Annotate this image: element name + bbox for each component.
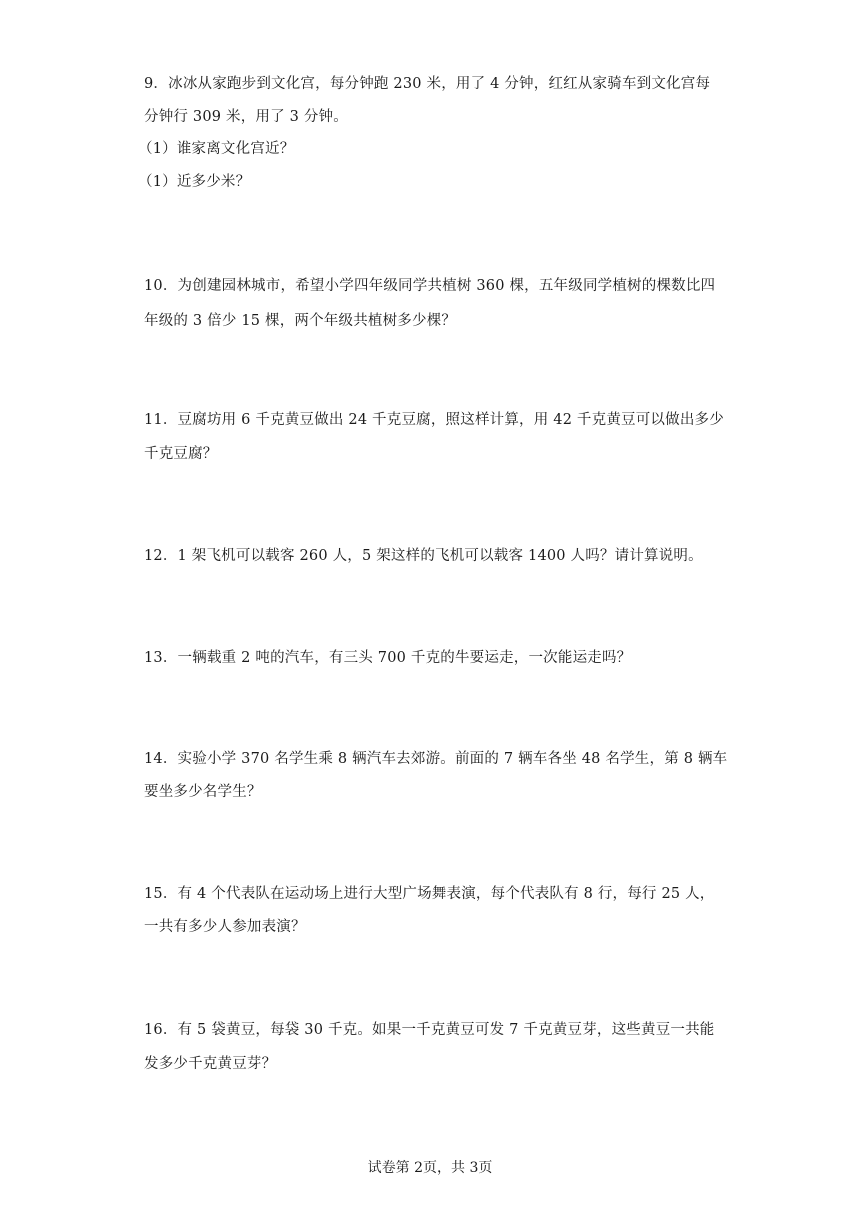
subquestion: （1）谁家离文化宫近？ [138, 141, 295, 157]
question-text-line: 11．豆腐坊用 6 千克黄豆做出 24 千克豆腐，照这样计算，用 42 千克黄豆可以做出多少 [144, 412, 724, 428]
question-text-line: 千克豆腐？ [144, 446, 218, 462]
question-text-line: 14．实验小学 370 名学生乘 8 辆汽车去郊游。前面的 7 辆车各坐 48 名学生，第 8 辆车 [144, 751, 728, 767]
question-text-line: 要坐多少名学生？ [144, 784, 262, 800]
question-text-line: 16．有 5 袋黄豆，每袋 30 千克。如果一千克黄豆可发 7 千克黄豆芽，这些黄豆一共能 [144, 1022, 715, 1038]
subquestion: （1）近多少米？ [138, 174, 251, 190]
question-text-line: 15．有 4 个代表队在运动场上进行大型广场舞表演，每个代表队有 8 行，每行 25 人， [144, 886, 715, 902]
question-text-line: 分钟行 309 米，用了 3 分钟。 [144, 109, 348, 125]
question-text-line: 年级的 3 倍少 15 棵，两个年级共植树多少棵？ [144, 313, 457, 329]
page-footer: 试卷第 2页，共 3页 [367, 1160, 493, 1176]
question-text-line: 一共有多少人参加表演？ [144, 919, 306, 935]
question-text-line: 13．一辆载重 2 吨的汽车，有三头 700 千克的牛要运走，一次能运走吗？ [144, 650, 632, 666]
question-text-line: 发多少千克黄豆芽？ [144, 1056, 277, 1072]
question-text-line: 10．为创建园林城市，希望小学四年级同学共植树 360 棵，五年级同学植树的棵数比四 [144, 278, 716, 294]
question-text-line: 9．冰冰从家跑步到文化宫，每分钟跑 230 米，用了 4 分钟，红红从家骑车到文化宫每 [144, 76, 711, 92]
question-text-line: 12．1 架飞机可以载客 260 人，5 架这样的飞机可以载客 1400 人吗？请计算说明。 [144, 548, 703, 564]
